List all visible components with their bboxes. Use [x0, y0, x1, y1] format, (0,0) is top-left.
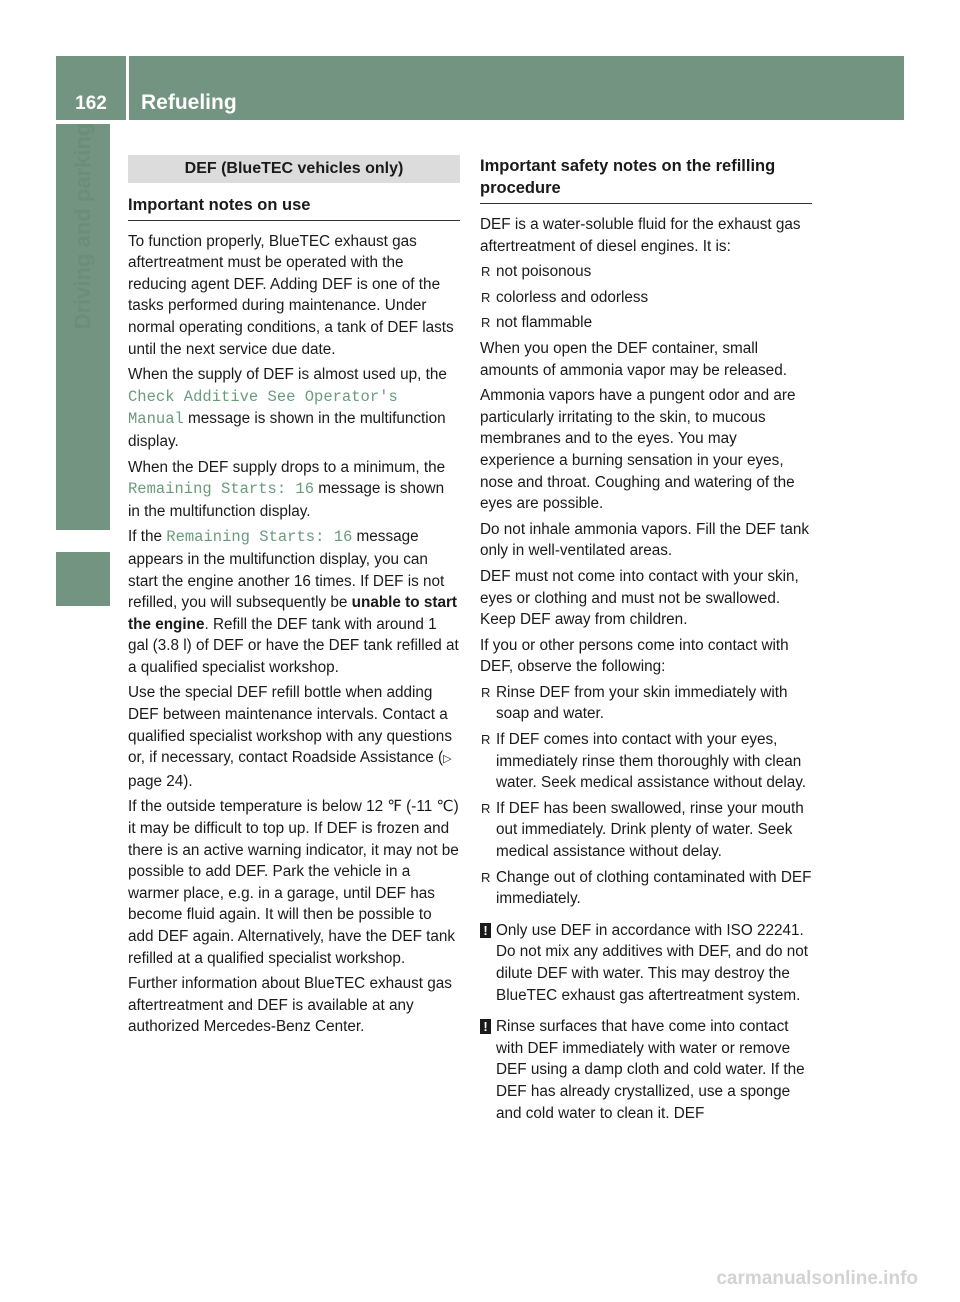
display-message: Check Additive See Operator's Manual: [128, 387, 398, 429]
paragraph: Do not inhale ammonia vapors. Fill the DEF tank only in well-ventilated areas.: [480, 520, 810, 560]
paragraph: When the supply of DEF is almost used up, the Check Additive See Operator's Manual message is shown in the multifunction display.: [128, 366, 447, 450]
warning-note: ! Only use DEF in accordance with ISO 22241. Do not mix any additives with DEF, and do not dilute DEF with water. This may destroy the BlueTEC exhaust gas aftertreatment system.: [480, 920, 812, 1006]
list-item: R not flammable: [480, 312, 812, 334]
paragraph: When you open the DEF container, small amounts of ammonia vapor may be released.: [480, 339, 787, 379]
header-divider: [126, 56, 129, 120]
bullet-icon: R: [481, 264, 491, 280]
bullet-icon: R: [481, 732, 491, 748]
list-item: R If DEF comes into contact with your eyes, immediately rinse them thoroughly with clean water. Seek medical assistance without delay.: [481, 731, 807, 792]
bullet-icon: R: [481, 684, 491, 700]
sub-heading-notes-on-use: Important notes on use: [128, 194, 460, 221]
bold-text: unable to start the engine: [128, 594, 458, 633]
paragraph: DEF is a water-soluble fluid for the exhaust gas aftertreatment of diesel engines. It is:: [480, 216, 801, 255]
paragraph: To function properly, BlueTEC exhaust gas aftertreatment must be operated with the reducing agent DEF. Adding DEF is one of the tasks performed during maintenance. Under normal operating conditions, a tank of DEF lasts until the next service due date.: [128, 232, 454, 358]
bullet-icon: R: [481, 800, 491, 816]
warning-icon: !: [480, 923, 491, 938]
page-number: 162: [75, 93, 107, 114]
watermark: carmanualsonline.info: [716, 1268, 918, 1289]
bullet-icon: R: [481, 289, 491, 305]
list-item: R If DEF has been swallowed, rinse your mouth out immediately. Drink plenty of water. Seek medical assistance without delay.: [481, 799, 804, 861]
list-item: R not poisonous: [480, 261, 812, 283]
side-tab-marker: [56, 552, 110, 606]
bullet-icon: R: [481, 315, 491, 331]
list-item: R colorless and odorless: [480, 287, 812, 309]
display-message: Remaining Starts: 16: [166, 528, 353, 547]
page-reference[interactable]: page 24).: [128, 772, 193, 790]
section-title: Refueling: [141, 91, 237, 114]
paragraph: When the DEF supply drops to a minimum, the Remaining Starts: 16 message is shown in the multifunction display.: [128, 458, 446, 520]
warning-note: ! Rinse surfaces that have come into contact with DEF immediately with water or remove DEF using a damp cloth and cold water. If the DEF has already crystallized, use a sponge and cold water to clean it. DEF: [480, 1016, 812, 1124]
page-reference-arrow-icon: ▷: [443, 753, 452, 766]
side-label: Driving and parking: [70, 122, 95, 330]
paragraph: If the outside temperature is below 12 ℉ (‑11 ℃) it may be difficult to top up. If DEF is frozen and there is an active warning indicator, it may not be possible to add DEF. Park the vehicle in a warmer place, e.g. in a garage, until DEF has become fluid again. It will then be possible to add DEF again. Alternatively, have the DEF tank refilled at a qualified specialist workshop.: [128, 798, 459, 967]
display-message: Remaining Starts: 16: [128, 480, 315, 499]
paragraph: If you or other persons come into contact with DEF, observe the following:: [480, 636, 789, 676]
paragraph: If the Remaining Starts: 16 message appears in the multifunction display, you can start the engine another 16 times. If DEF is not refilled, you will subsequently be unable to start the engine. Refill the DEF tank with around 1 gal (3.8 l) of DEF or have the DEF tank refilled at a qualified specialist workshop.: [128, 528, 459, 676]
paragraph: Use the special DEF refill bottle when adding DEF between maintenance intervals. Contact a qualified specialist workshop with any questions or, if necessary, contact Roadside Assistance (▷ page 24).: [128, 684, 452, 790]
left-column: [128, 155, 460, 1042]
bullet-icon: R: [481, 869, 491, 885]
right-column: [480, 155, 812, 1128]
list-item: R Rinse DEF from your skin immediately with soap and water.: [481, 683, 788, 723]
warning-icon: !: [480, 1019, 491, 1034]
paragraph: Further information about BlueTEC exhaust gas aftertreatment and DEF is available at any authorized Mercedes-Benz Center.: [128, 975, 452, 1036]
sub-heading-safety-notes: Important safety notes on the refilling procedure: [480, 155, 812, 204]
section-heading: DEF (BlueTEC vehicles only): [128, 155, 460, 183]
list-item: R Change out of clothing contaminated with DEF immediately.: [481, 868, 812, 908]
paragraph: Ammonia vapors have a pungent odor and are particularly irritating to the skin, to mucous membranes and to the eyes. You may experience a burning sensation in your eyes, nose and throat. Coughing and watering of the eyes are possible.: [480, 387, 796, 513]
paragraph: DEF must not come into contact with your skin, eyes or clothing and must not be swallowed. Keep DEF away from children.: [480, 567, 799, 629]
